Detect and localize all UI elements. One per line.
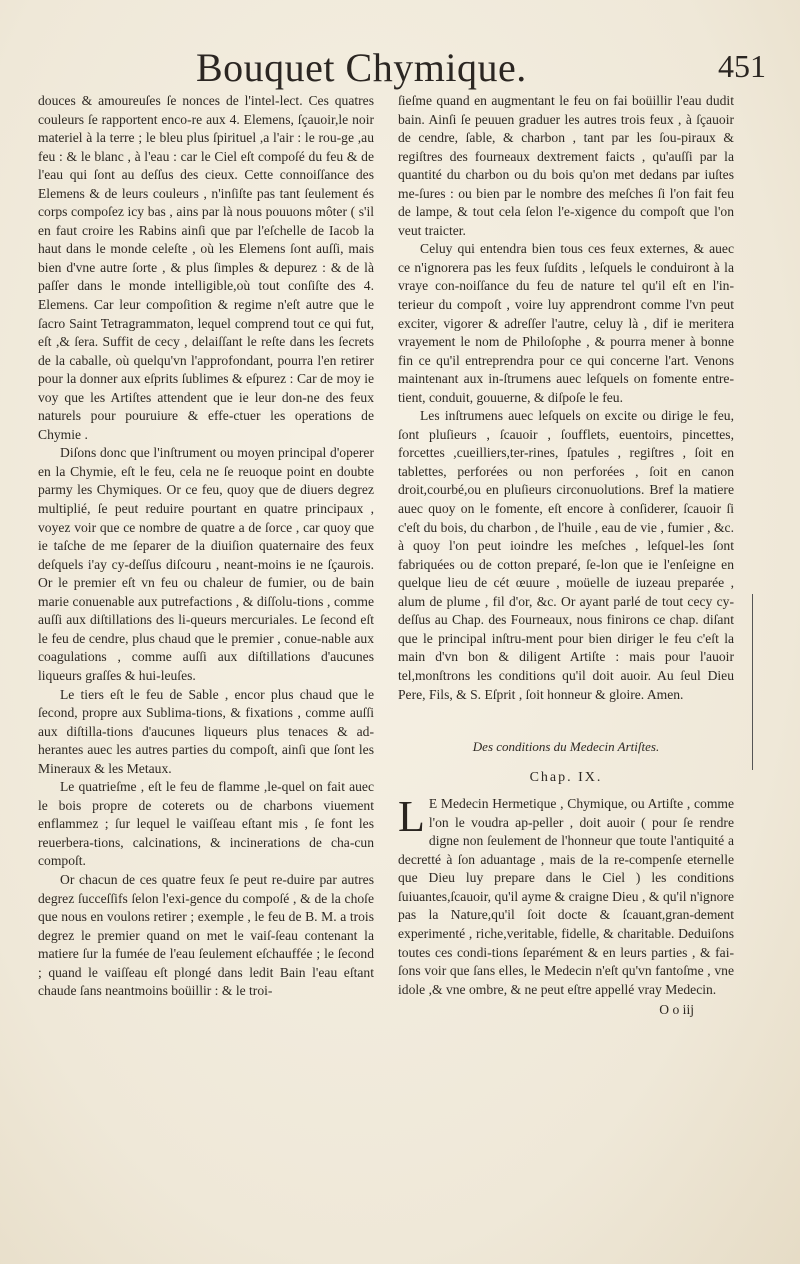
right-column	[398, 92, 734, 1020]
paragraph: Celuy qui entendra bien tous ces feux externes, & auec ce n'ignorera pas les feux ſuſdits , leſquels le conduiront à la vraye con-noiſſance du feu de nature tel qu'il eſt en l'in-terieur du compoſt , voire luy apprendront comme l'vn peut exciter, vigorer & adreſſer l'autre, celuy là , dif ie meritera vrayement le nom de Philoſophe , & pourra mener à bonne fin ce qu'il entreprendra pour ce qui concerne l'art. Venons maintenant aux in-ſtrumens auec leſquels on fomente entre-tient, conduit, gouuerne, & diſpoſe le feu.	[398, 241, 734, 405]
running-head	[0, 30, 800, 90]
paragraph: douces & amoureuſes ſe nonces de l'intel-lect. Ces quatres couleurs ſe rapportent enco-re aux 4. Elemens, ſçauoir,le noir materiel à la terre ; le bleu plus ſpirituel ,a l'air : le rou-ge ,au feu : & le blanc , à l'eau : car le Ciel eſt compoſé du feu & de l'eau qui ſont au deſſus des cieux. Cette connoiſſance des Elemens & de leurs couleurs , n'inſiſte pas tant ſeulement és corps compoſez icy bas , ains par là nous pouuons môter ( s'il en faut croire les Rabins ainſi que par l'eſchelle de Iacob la haut dans le monde celeſte , où les Elemens ſont auſſi, mais bien d'vne autre ſorte , & plus ſimples & depurez : & de là paſſer dans le monde intelligible,où tout conſiſte des 4. Elemens. Car leur compoſition & regime n'eſt autre que le ſacro Saint Tetragrammaton, lequel comprend tout ce qui fut, eſt ,& ſera. Suffit de cecy , delaiſſant le reſte dans les ſecrets de la caballe, où quelqu'vn l'approfondant, pourra l'en retirer pour la donner aux eſprits ſublimes & eſpurez : Car de moy ie voy que les Artiſtes attendent que ie leur don-ne des feux naturels pour pouruiure & effe-ctuer les operations de Chymie .	[38, 93, 374, 442]
section-title: Des conditions du Medecin Artiſtes.	[472, 739, 660, 755]
chapter-heading: Chap. IX.	[529, 769, 603, 785]
signature-mark: O o iij	[659, 1002, 694, 1018]
chapter-text: E Medecin Hermetique , Chymique, ou Artiſte , comme l'on le voudra ap-peller , doit auoir ( pour ſe rendre digne non ſeulement de l'honneur que toute l'antiquité a decretté à ſon aduantage , mais de la re-compenſe eternelle que Dieu luy prepare dans le Ciel ) les conditions ſuiuantes,ſcauoir, qu'il ayme & craigne Dieu , & qu'il n'ignore pas la Nature,qu'il ſoit docte & ſcauant,gran-dement experimenté , riche,veritable, fidelle, & charitable. Deduiſons toutes ces condi-tions ſeparément & en leurs parties , & fai-ſons voir que ſans elles, le Medecin n'eſt qu'vn fantoſme , vne idole ,& vne ombre, & ne peut eſtre appellé vray Medecin.	[398, 796, 734, 997]
chapter-paragraph	[398, 792, 734, 999]
paragraph: ſieſme quand en augmentant le feu on fai boüillir l'eau dudit bain. Ainſi ſe peuuen graduer les autres trois feux , à ſçauoir de cendre, ſable, & charbon , tant par les ſou-piraux & regiſtres des fourneaux dextrement faicts , qu'auſſi par la quantité du charbon ou du bois qu'on met dedans par iuſtes me-ſures : ou bien par le nombre des meſches ſi l'on fait feu de lampe, & tout cela ſelon l'e-xigence du compoſt que l'on veut traicter.	[398, 93, 734, 238]
running-title: Bouquet Chymique.	[196, 45, 527, 90]
paragraph: Le tiers eſt le feu de Sable , encor plus chaud que le ſecond, propre aux Sublima-tions, & fixations , comme auſſi aux diſtilla-tions d'aucunes liqueurs plus tenaces & ad-herantes auec les autres parties du compoſt, ainſi que ſont les Mineraux & les Metaux.	[38, 686, 374, 776]
paragraph: Diſons donc que l'inſtrument ou moyen principal d'operer en la Chymie, eſt le feu, cela ne ſe reuoque point en doubte parmy les Chymiques. Or ce feu, quoy que de diuers degrez multiplié, ſe peut reduire pourtant en quatre principaux , voyez voir que ce nombre de quatre a de ſorce , car quoy que ie taſche de me ſeparer de la diuiſion quaternaire des feux deſquels i'ay cy-deſſus diſcouru , neant-moins ie ne ſçaurois. Or le premier eſt vn feu ou chaleur de fumier, ou de bain marie conuenable aux putrefactions , & diſſolu-tions , comme auſſi aux diſtillations des li-queurs mercuriales. Le ſecond eſt le feu de cendre, plus chaud que le premier , conue-nable aux coagulations , comme auſſi aux diſtillations d'aucunes liqueurs graſſes & hui-leuſes.	[38, 445, 374, 683]
left-column	[38, 92, 374, 1001]
margin-bracket	[746, 594, 753, 770]
paragraph: Or chacun de ces quatre feux ſe peut re-duire par autres degrez ſucceſſifs ſelon l'exi-gence du compoſé , & de la choſe que nous en voulons retirer ; exemple , le feu de B. M. a trois degrez le premier quand on met le vaiſ-ſeau contenant la matiere ſur la fumée de l'eau ſeulement eſchauffée ; le ſecond ; quand le vaiſſeau eſt plongé dans ledit Bain l'eau eſtant chaude ſans neantmoins boüillir : & le troi-	[38, 871, 374, 999]
drop-cap: L	[398, 792, 425, 842]
paragraph: Le quatrieſme , eſt le feu de flamme ,le-quel on fait auec le bois propre de coterets ou de charbons viuement enflammez ; ſur lequel le vaiſſeau eſtant mis , ſe font les reuerbera-tions, calcinations, & incinerations de cha-cun compoſt.	[38, 779, 374, 869]
paragraph: Les inſtrumens auec leſquels on excite ou dirige le feu, ſont pluſieurs , ſcauoir , ſoufflets, euentoirs, pincettes, forcettes ,cueilliers,ter-rines, ſpatules , regiſtres , ſoit en tablettes, perforées ou non perforées , ſoit en canon droit,courbé,ou en pluſieurs circonuolutions. Bref la matiere auec quoy on le fomente, eſt encore à conſiderer, ſcauoir ſi c'eſt du bois, du charbon , de l'huile , eau de vie , fumier , &c. à quoy l'on peut ioindre les meſches , leſquel-les ſont fabriquées ou de cotton preparé, ſe-lon que ie l'enſeigne en quelque lieu de cét œuure , moüelle de iuzeau preparée , alum de plume , fil d'or, &c. Or ayant parlé de tout cecy cy-deſſus au Chap. des Fourneaux, nous finirons ce chap. diſant que le principal inſtru-ment pour bien diriger le feu c'eſt la main d'vn bon & diligent Artiſte : mais pour l'auoir tel,monſtrons les conditions qu'il doit auoir. Au ſeul Dieu Pere, Fils, & S. Eſprit , ſoit honneur & gloire. Amen.	[398, 408, 734, 702]
page-number: 451	[718, 48, 766, 84]
